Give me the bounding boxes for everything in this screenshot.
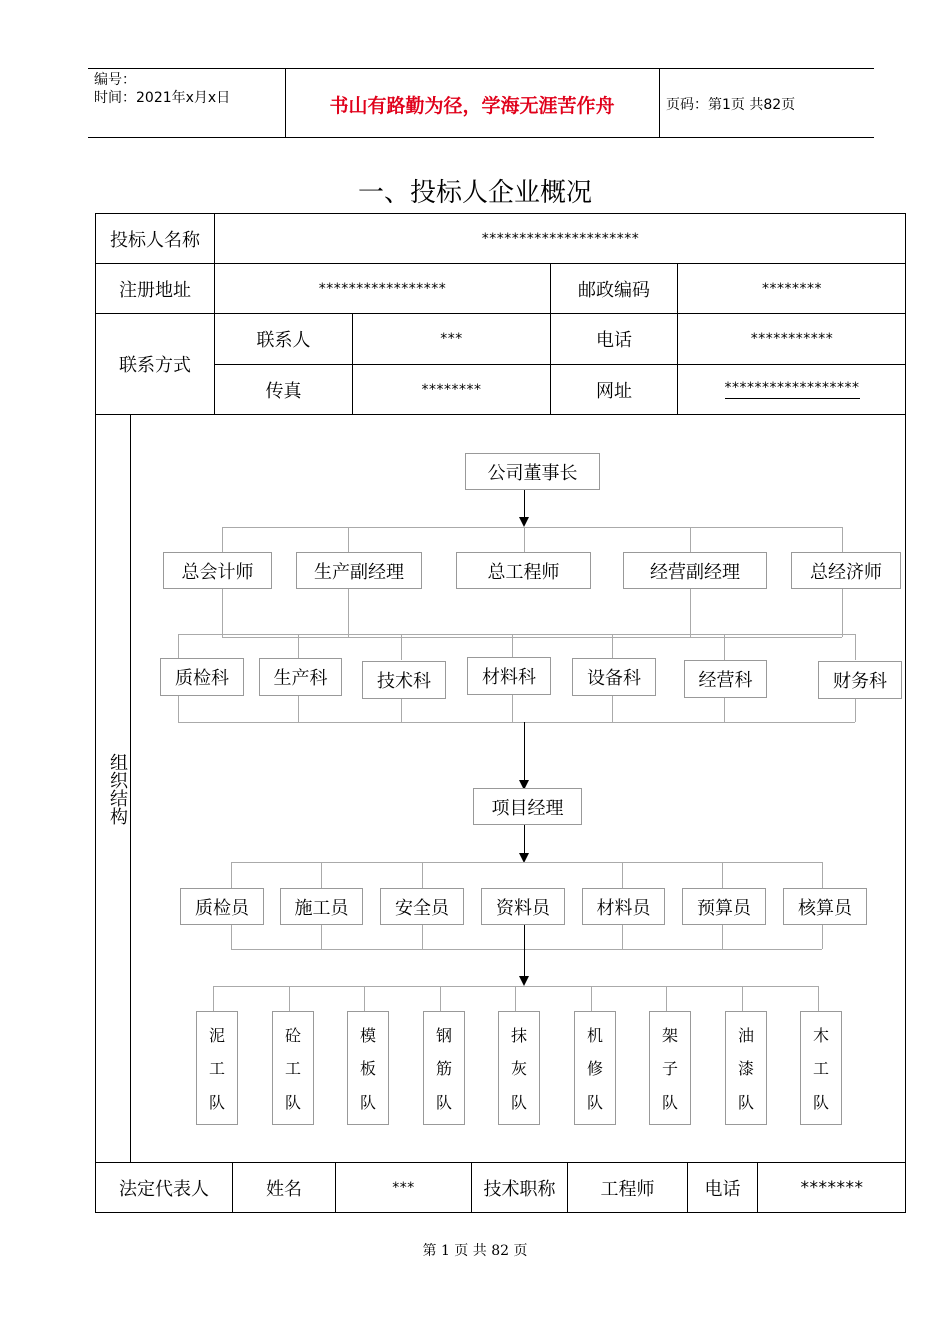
bidder-name-value: ********************* — [481, 230, 640, 247]
website-label: 网址 — [596, 380, 632, 402]
connector-line — [855, 634, 856, 660]
connector-line — [722, 862, 723, 888]
connector-line — [178, 634, 855, 635]
connector-line — [222, 637, 842, 638]
connector-line — [591, 986, 592, 1012]
org-staff: 质检员 — [180, 888, 264, 925]
org-project-manager: 项目经理 — [473, 788, 582, 825]
page-header — [88, 68, 874, 138]
connector-line — [321, 925, 322, 949]
contact-person-label: 联系人 — [256, 330, 311, 351]
org-chairman: 公司董事长 — [465, 453, 600, 490]
connector-line — [222, 527, 842, 528]
connector-line — [724, 634, 725, 660]
org-team: 架 子 队 — [649, 1011, 691, 1125]
postcode-value: ******** — [762, 280, 822, 297]
connector-line — [524, 490, 525, 518]
org-department: 质检科 — [160, 658, 244, 696]
connector-line — [842, 527, 843, 552]
connector-line — [524, 527, 525, 552]
down-arrow-icon — [519, 517, 529, 527]
connector-line — [178, 722, 855, 723]
org-team: 泥 工 队 — [196, 1011, 238, 1125]
connector-line — [524, 925, 525, 977]
org-department: 技术科 — [362, 661, 446, 699]
org-manager: 生产副经理 — [296, 552, 422, 589]
website-value — [678, 365, 906, 414]
postcode-label: 邮政编码 — [578, 279, 650, 301]
address-value: ***************** — [318, 280, 447, 297]
connector-line — [178, 696, 179, 722]
header-meta — [94, 71, 230, 107]
org-team: 抹 灰 队 — [498, 1011, 540, 1125]
contact-label: 联系方式 — [119, 355, 191, 376]
org-manager: 总经济师 — [791, 552, 901, 589]
rep-title-value: 工程师 — [600, 1179, 655, 1200]
org-team: 钢 筋 队 — [423, 1011, 465, 1125]
rep-name-value: *** — [392, 1180, 415, 1196]
connector-line — [348, 527, 349, 552]
connector-line — [298, 634, 299, 660]
connector-line — [842, 589, 843, 637]
connector-line — [722, 925, 723, 949]
connector-line — [348, 589, 349, 637]
org-staff: 安全员 — [380, 888, 464, 925]
connector-line — [401, 634, 402, 660]
org-manager: 经营副经理 — [623, 552, 767, 589]
time-label: 时间：2021年x月x日 — [94, 90, 231, 106]
connector-line — [222, 527, 223, 552]
fax-value: ******** — [421, 381, 482, 398]
connector-line — [724, 698, 725, 722]
page-title: 一、投标人企业概况 — [357, 178, 592, 208]
connector-line — [213, 986, 214, 1012]
header-page-info: 页码：第1页 共82页 — [666, 97, 796, 113]
phone-label: 电话 — [596, 330, 632, 351]
connector-line — [440, 986, 441, 1012]
connector-line — [231, 925, 232, 949]
phone-value: *********** — [750, 331, 834, 347]
connector-line — [524, 825, 525, 854]
down-arrow-icon — [519, 976, 529, 986]
org-team: 油 漆 队 — [725, 1011, 767, 1125]
address-label: 注册地址 — [119, 279, 191, 301]
connector-line — [666, 986, 667, 1012]
website-link[interactable]: ****************** — [725, 380, 860, 399]
org-structure-label: 组织结构 — [107, 753, 128, 825]
connector-line — [524, 722, 525, 782]
connector-line — [321, 862, 322, 888]
org-team: 模 板 队 — [347, 1011, 389, 1125]
connector-line — [364, 986, 365, 1012]
org-department: 财务科 — [818, 661, 902, 699]
connector-line — [512, 695, 513, 722]
org-staff: 施工员 — [280, 888, 363, 925]
connector-line — [231, 949, 822, 950]
org-manager: 总工程师 — [456, 552, 591, 589]
org-staff: 资料员 — [481, 888, 565, 925]
org-staff: 预算员 — [682, 888, 766, 925]
connector-line — [612, 634, 613, 660]
legal-rep-label: 法定代表人 — [119, 1179, 209, 1200]
connector-line — [822, 925, 823, 949]
fax-label: 传真 — [265, 380, 302, 402]
connector-line — [742, 986, 743, 1012]
org-team: 木 工 队 — [800, 1011, 842, 1125]
col-divider — [130, 414, 131, 1162]
connector-line — [231, 862, 822, 863]
page-footer: 第 1 页 共 82 页 — [422, 1243, 528, 1259]
connector-line — [622, 925, 623, 949]
connector-line — [818, 986, 819, 1012]
org-department: 材料科 — [467, 657, 551, 695]
connector-line — [855, 699, 856, 722]
serial-label: 编号： — [94, 72, 136, 88]
connector-line — [422, 925, 423, 949]
header-motto: 书山有路勤为径，学海无涯苦作舟 — [329, 95, 615, 117]
connector-line — [515, 986, 516, 1012]
org-department: 生产科 — [259, 658, 342, 696]
connector-line — [690, 527, 691, 552]
bidder-name-label: 投标人名称 — [110, 229, 200, 251]
org-staff: 核算员 — [783, 888, 867, 925]
connector-line — [231, 862, 232, 888]
rep-title-label: 技术职称 — [483, 1179, 556, 1200]
org-team: 机 修 队 — [574, 1011, 616, 1125]
connector-line — [690, 589, 691, 637]
connector-line — [401, 699, 402, 722]
connector-line — [178, 634, 179, 660]
connector-line — [622, 862, 623, 888]
connector-line — [289, 986, 290, 1012]
rep-name-label: 姓名 — [266, 1179, 302, 1200]
rep-phone-value: ******* — [800, 1178, 864, 1198]
connector-line — [612, 696, 613, 722]
rep-phone-label: 电话 — [704, 1179, 741, 1200]
connector-line — [222, 589, 223, 637]
org-team: 砼 工 队 — [272, 1011, 314, 1125]
connector-line — [422, 862, 423, 888]
org-manager: 总会计师 — [163, 552, 272, 589]
connector-line — [298, 696, 299, 722]
header-divider — [659, 69, 660, 137]
org-staff: 材料员 — [582, 888, 665, 925]
contact-person-value: *** — [440, 331, 463, 347]
org-department: 经营科 — [684, 660, 767, 698]
row-divider — [96, 414, 906, 415]
connector-line — [822, 862, 823, 888]
org-department: 设备科 — [572, 658, 656, 696]
